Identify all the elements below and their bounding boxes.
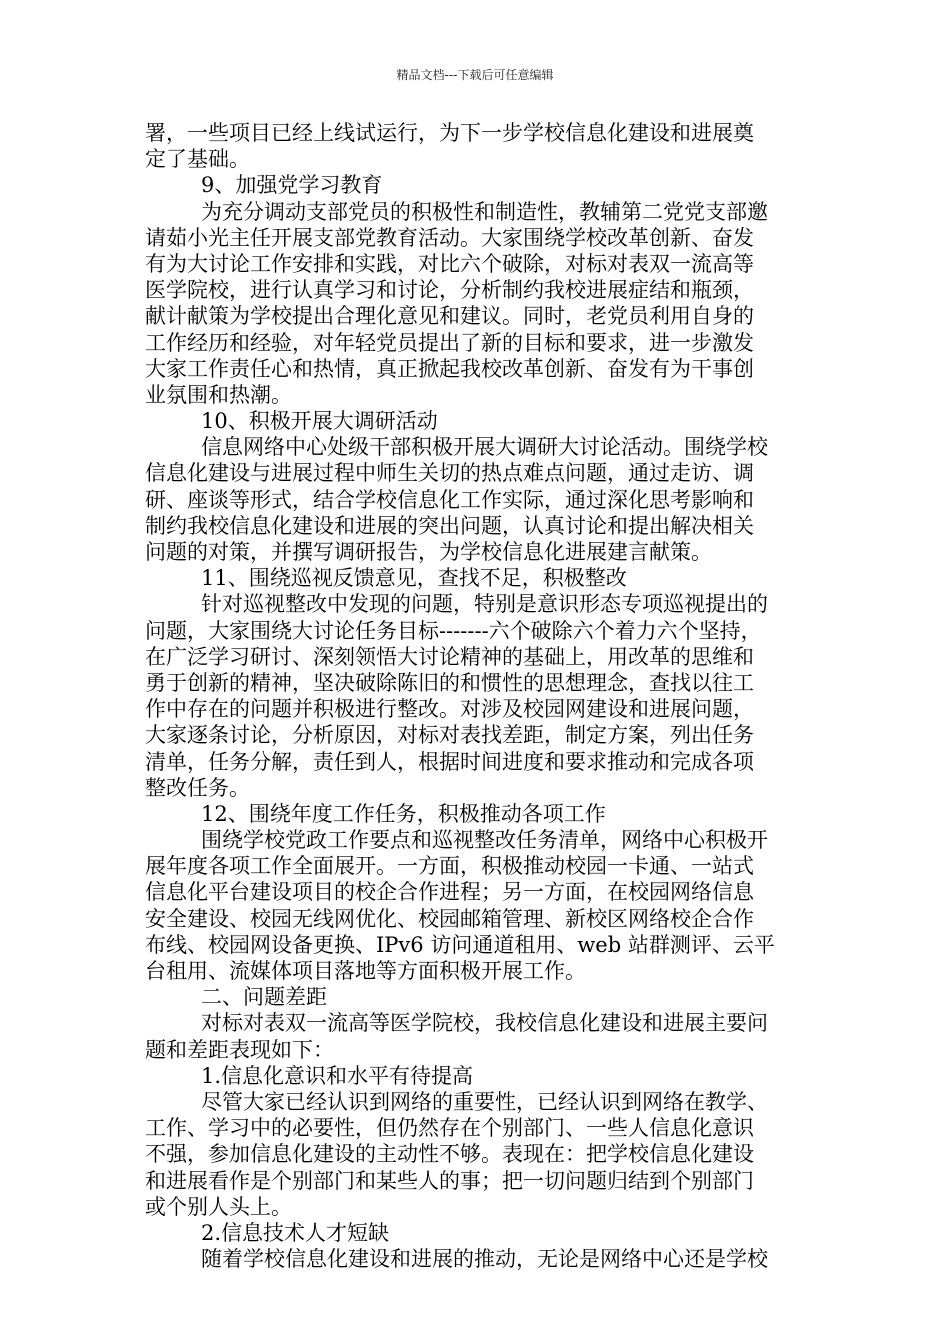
text-line: 台租用、流媒体项目落地等方面积极开展工作。 <box>145 959 586 983</box>
text-line: 作中存在的问题并积极进行整改。对涉及校园网建设和进展问题， <box>145 697 754 722</box>
text-line: 不强，参加信息化建设的主动性不够。表现在：把学校信息化建设 <box>145 1142 754 1167</box>
text-line: 针对巡视整改中发现的问题，特别是意识形态专项巡视提出的 <box>201 592 768 617</box>
text-line: 问题，大家围绕大讨论任务目标-------六个破除六个着力六个坚持， <box>145 618 762 643</box>
text-line: 在广泛学习研讨、深刻领悟大讨论精神的基础上，用改革的思维和 <box>145 644 754 669</box>
page-header: 精品文档---下载后可任意编辑 <box>396 68 554 82</box>
section-heading: 1.信息化意识和水平有待提高 <box>201 1063 474 1088</box>
text-line: 或个别人头上。 <box>145 1194 292 1219</box>
text-line: 布线、校园网设备更换、IPv6 访问通道租用、web 站群测评、云平 <box>145 932 775 957</box>
text-line: 信息化平台建设项目的校企合作进程；另一方面，在校园网络信息 <box>145 880 754 905</box>
text-line: 勇于创新的精神，坚决破除陈旧的和惯性的思想理念，查找以往工 <box>145 670 754 695</box>
text-line: 信息网络中心处级干部积极开展大调研大讨论活动。围绕学校 <box>201 435 768 460</box>
text-line: 信息化建设与进展过程中师生关切的热点难点问题，通过走访、调 <box>145 461 754 486</box>
text-line: 有为大讨论工作安排和实践，对比六个破除，对标对表双一流高等 <box>145 251 754 276</box>
text-line: 随着学校信息化建设和进展的推动，无论是网络中心还是学校 <box>201 1247 768 1272</box>
text-line: 大家工作责任心和热情，真正掀起我校改革创新、奋发有为干事创 <box>145 356 754 381</box>
document-body <box>145 120 825 1272</box>
text-line: 制约我校信息化建设和进展的突出问题，认真讨论和提出解决相关 <box>145 513 754 538</box>
text-line: 展年度各项工作全面展开。一方面，积极推动校园一卡通、一站式 <box>145 854 754 879</box>
section-heading: 11、围绕巡视反馈意见，查找不足，积极整改 <box>201 566 627 591</box>
text-line: 工作经历和经验，对年轻党员提出了新的目标和要求，进一步激发 <box>145 330 754 355</box>
text-line: 安全建设、校园无线网优化、校园邮箱管理、新校区网络校企合作 <box>145 906 754 931</box>
text-line: 医学院校，进行认真学习和讨论，分析制约我校进展症结和瓶颈， <box>145 278 754 303</box>
text-line: 大家逐条讨论，分析原因，对标对表找差距，制定方案，列出任务 <box>145 723 754 748</box>
section-heading: 10、积极开展大调研活动 <box>201 409 438 434</box>
text-line: 工作、学习中的必要性，但仍然存在个别部门、一些人信息化意识 <box>145 1116 754 1141</box>
text-line: 对标对表双一流高等医学院校，我校信息化建设和进展主要问 <box>201 1011 768 1036</box>
text-line: 清单，任务分解，责任到人，根据时间进度和要求推动和完成各项 <box>145 749 754 774</box>
section-heading: 2.信息技术人才短缺 <box>201 1220 390 1245</box>
text-line: 业氛围和热潮。 <box>145 382 292 407</box>
section-heading: 二、问题差距 <box>201 985 327 1010</box>
section-heading: 9、加强党学习教育 <box>201 173 383 198</box>
text-line: 题和差距表现如下： <box>145 1037 334 1062</box>
text-line: 献计献策为学校提出合理化意见和建议。同时，老党员利用自身的 <box>145 304 754 329</box>
text-line: 围绕学校党政工作要点和巡视整改任务清单，网络中心积极开 <box>201 828 768 853</box>
text-line: 研、座谈等形式，结合学校信息化工作实际，通过深化思考影响和 <box>145 487 754 512</box>
text-line: 定了基础。 <box>145 147 250 172</box>
text-line: 和进展看作是个别部门和某些人的事；把一切问题归结到个别部门 <box>145 1168 754 1193</box>
text-line: 请茹小光主任开展支部党教育活动。大家围绕学校改革创新、奋发 <box>145 225 754 250</box>
text-line: 问题的对策，并撰写调研报告，为学校信息化进展建言献策。 <box>145 540 712 564</box>
text-line: 整改任务。 <box>145 775 250 800</box>
section-heading: 12、围绕年度工作任务，积极推动各项工作 <box>201 801 606 826</box>
text-line: 尽管大家已经认识到网络的重要性，已经认识到网络在教学、 <box>201 1089 768 1114</box>
text-line: 署，一些项目已经上线试运行，为下一步学校信息化建设和进展奠 <box>145 121 754 145</box>
text-line: 为充分调动支部党员的积极性和制造性，教辅第二党党支部邀 <box>201 199 768 224</box>
